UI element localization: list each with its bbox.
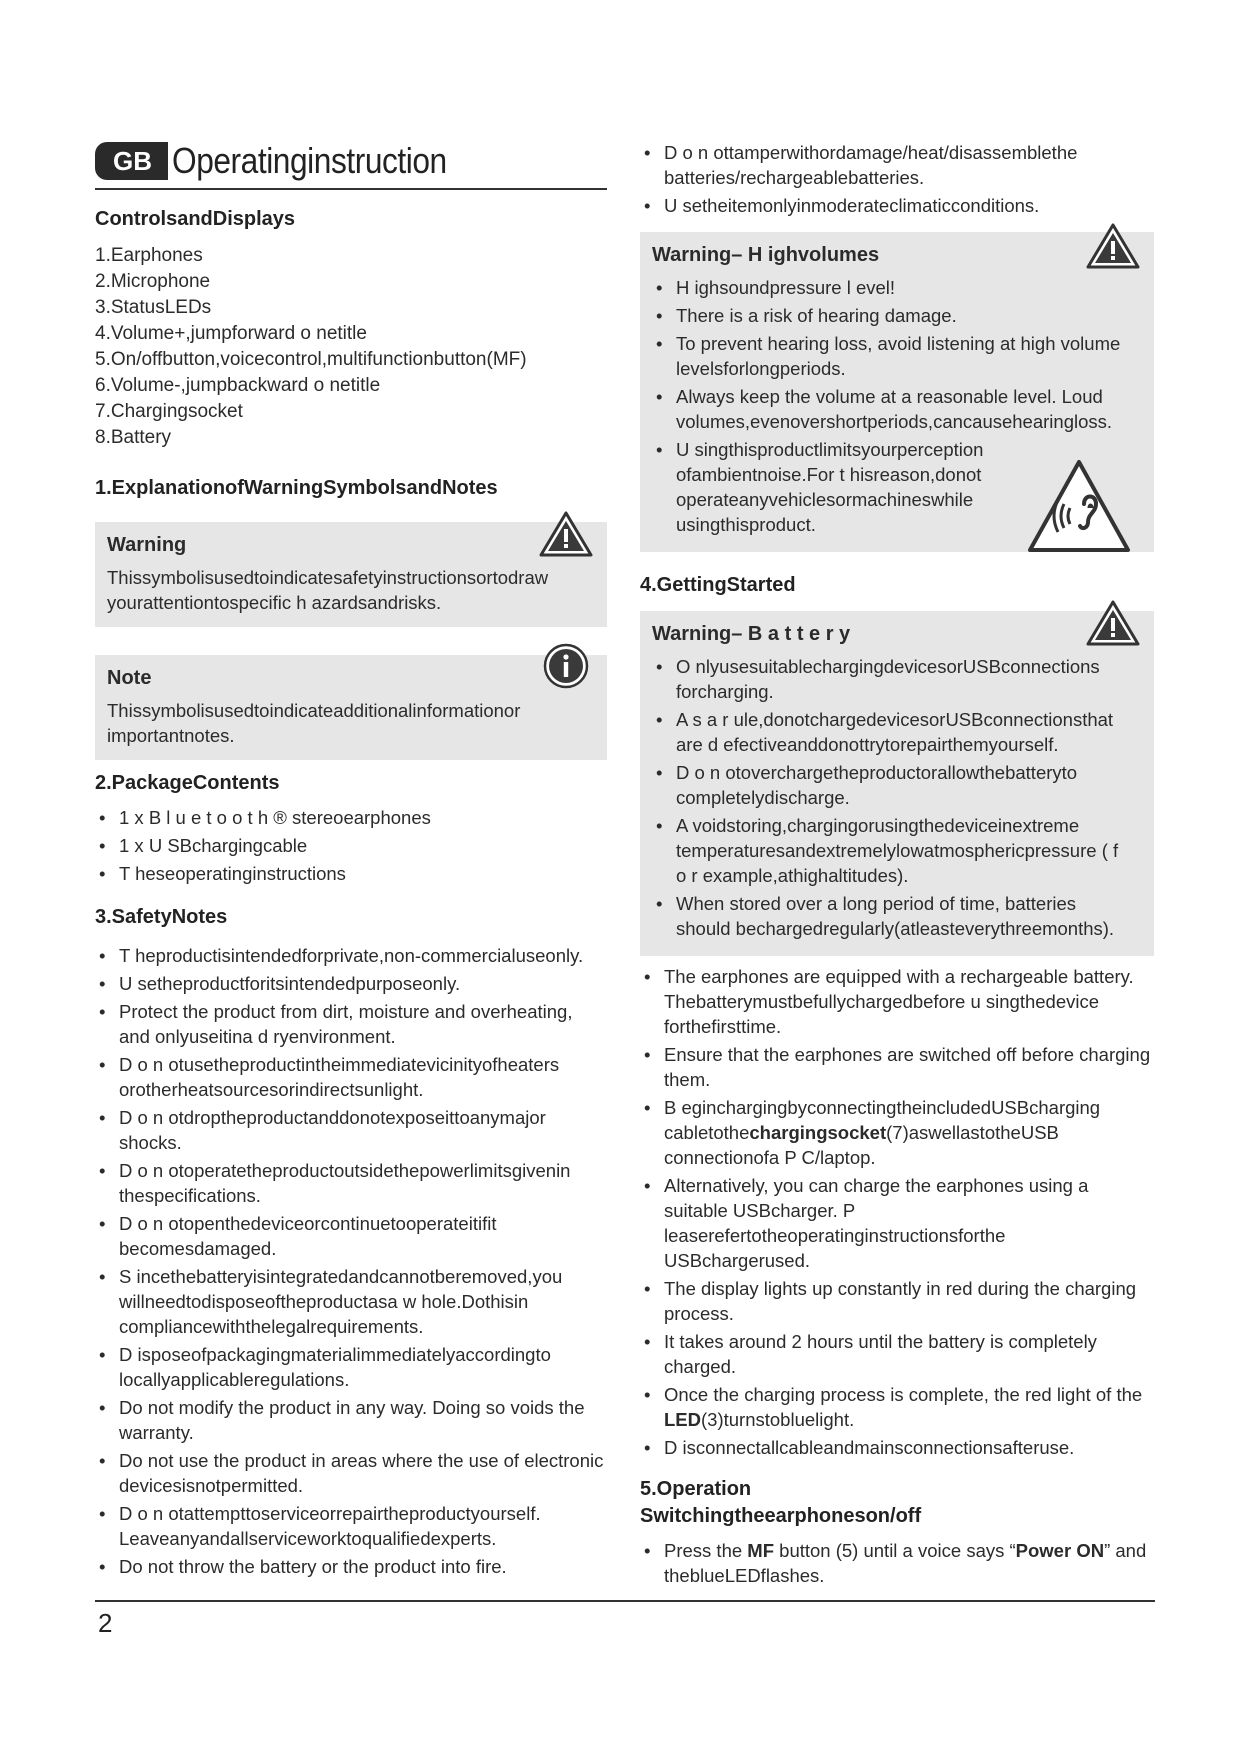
warning-triangle-icon — [1086, 599, 1140, 647]
controls-list — [95, 243, 607, 451]
led-text-end: (3)turnstobluelight. — [701, 1409, 855, 1430]
list-item: • T heseoperatinginstructions — [95, 861, 607, 886]
list-item: • Do not use the product in areas where the use of electronic devicesisnotpermitted. — [95, 1448, 607, 1498]
battery-warning-list — [652, 654, 1140, 941]
safety-notes-list — [95, 943, 607, 1579]
press-text-mid: button (5) until a voice says “ — [774, 1540, 1016, 1561]
list-item — [640, 1382, 1154, 1432]
list-item: • H ighsoundpressure l evel! — [652, 275, 1140, 300]
list-item: • A s a r ule,donotchargedevicesorUSBconnectionsthat are d efectiveanddonottrytorepairthemyourself. — [652, 707, 1140, 757]
section-1-heading: 1.ExplanationofWarningSymbolsandNotes — [95, 477, 498, 499]
note-box — [95, 655, 607, 760]
high-volume-list — [652, 275, 1140, 537]
page-title: Operatinginstruction — [172, 140, 447, 181]
list-item: 1.Earphones — [95, 245, 203, 266]
list-item: • It takes around 2 hours until the battery is completely charged. — [640, 1329, 1154, 1379]
list-item: • The display lights up constantly in red during the charging process. — [640, 1276, 1154, 1326]
list-item: • Always keep the volume at a reasonable level. Loud volumes,evenovershortperiods,cancausehearingloss. — [652, 384, 1140, 434]
warning-triangle-icon — [539, 510, 593, 558]
note-box-text: Thissymbolisusedtoindicateadditionalinformationor importantnotes. — [107, 700, 521, 746]
section-4-heading: 4.GettingStarted — [640, 574, 796, 596]
list-item: • The earphones are equipped with a rechargeable battery. Thebatterymustbefullychargedbefore u singthedevice forthefirsttime. — [640, 964, 1154, 1039]
list-item: 5.On/offbutton,voicecontrol,multifunctionbutton(MF) — [95, 349, 527, 370]
list-item — [640, 1095, 1154, 1170]
section-5-heading: 5.Operation — [640, 1478, 752, 1500]
list-item: • D o n otoverchargetheproductorallowthebatteryto completelydischarge. — [652, 760, 1140, 810]
list-item: • Ensure that the earphones are switched off before charging them. — [640, 1042, 1154, 1092]
led-term: LED — [664, 1409, 701, 1430]
begin-charging-text-end: (7)aswellastotheUSB connectionofa P C/laptop. — [664, 1122, 1059, 1168]
getting-started-list — [640, 964, 1154, 1460]
section-3 — [95, 906, 607, 1579]
list-item — [640, 1538, 1154, 1588]
controls-heading: ControlsandDisplays — [95, 208, 296, 230]
warning-box — [95, 522, 607, 627]
warning-triangle-icon — [1086, 222, 1140, 270]
note-box-title: Note — [107, 667, 152, 689]
list-item: • 1 x B l u e t o o t h ® stereoearphones — [95, 805, 607, 830]
high-volume-title: Warning– H ighvolumes — [652, 244, 880, 266]
controls-section — [95, 208, 607, 451]
battery-warning-title: Warning– B a t t e r y — [652, 623, 851, 645]
list-item: • D o n otdroptheproductanddonotexposeittoanymajor shocks. — [95, 1105, 607, 1155]
high-volume-warning-box — [640, 232, 1154, 552]
section-1 — [95, 477, 607, 760]
section-5 — [640, 1478, 1154, 1588]
warning-box-title: Warning — [107, 534, 187, 556]
press-text-end: ” and theblueLEDflashes. — [664, 1540, 1147, 1586]
list-item: • Protect the product from dirt, moisture and overheating, and onlyuseitina d ryenvironment. — [95, 999, 607, 1049]
page-header — [95, 140, 607, 190]
list-item: • Alternatively, you can charge the earphones using a suitable USBcharger. P leaserefertotheoperatinginstructionsforthe USBchargerused. — [640, 1173, 1154, 1273]
language-badge: GB — [95, 142, 168, 180]
list-item: 6.Volume-,jumpbackward o netitle — [95, 375, 381, 396]
list-item: • D o n otoperatetheproductoutsidethepowerlimitsgivenin thespecifications. — [95, 1158, 607, 1208]
list-item: • T heproductisintendedforprivate,non-commercialuseonly. — [95, 943, 607, 968]
list-item: • D o n otattempttoserviceorrepairtheproductyourself. Leaveanyandallserviceworktoqualifiedexperts. — [95, 1501, 607, 1551]
section-4 — [640, 574, 1154, 1460]
list-item: • O nlyusesuitablechargingdevicesorUSBconnections forcharging. — [652, 654, 1140, 704]
left-column — [95, 140, 607, 1582]
led-text: Once the charging process is complete, the red light of the — [664, 1384, 1143, 1405]
list-item: • 1 x U SBchargingcable — [95, 833, 607, 858]
right-column — [640, 140, 1154, 1591]
list-item: • D o n ottamperwithordamage/heat/disassemblethe batteries/rechargeablebatteries. — [640, 140, 1154, 190]
section-2-heading: 2.PackageContents — [95, 772, 280, 794]
list-item: • D isposeofpackagingmaterialimmediatelyaccordingto locallyapplicableregulations. — [95, 1342, 607, 1392]
warning-box-text: Thissymbolisusedtoindicatesafetyinstructionsortodraw yourattentiontospecific h azardsandrisks. — [107, 567, 549, 613]
mf-term: MF — [747, 1540, 775, 1561]
list-item: • U setheproductforitsintendedpurposeonly. — [95, 971, 607, 996]
operation-list — [640, 1538, 1154, 1588]
list-item: 4.Volume+,jumpforward o netitle — [95, 323, 367, 344]
footer-divider — [95, 1600, 1155, 1602]
info-icon — [543, 643, 589, 689]
list-item: • S incethebatteryisintegratedandcannotberemoved,you willneedtodisposeoftheproductasa w hole.Dothisin compliancewiththelegalrequirements. — [95, 1264, 607, 1339]
power-on-term: Power ON — [1015, 1540, 1105, 1561]
section-3-heading: 3.SafetyNotes — [95, 906, 228, 928]
list-item: • To prevent hearing loss, avoid listening at high volume levelsforlongperiods. — [652, 331, 1140, 381]
begin-charging-text: B eginchargingbyconnectingtheincludedUSBcharging cabletothe — [664, 1097, 1101, 1143]
charging-socket-term: chargingsocket — [749, 1122, 887, 1143]
list-item: 2.Microphone — [95, 271, 211, 292]
list-item: • When stored over a long period of time, batteries should bechargedregularly(atleasteverythreemonths). — [652, 891, 1140, 941]
list-item: • D o n otopenthedeviceorcontinuetooperateitifit becomesdamaged. — [95, 1211, 607, 1261]
list-item: • There is a risk of hearing damage. — [652, 303, 1140, 328]
list-item: 3.StatusLEDs — [95, 297, 212, 318]
list-item: 7.Chargingsocket — [95, 401, 243, 422]
section-5-subheading: Switchingtheearphoneson/off — [640, 1505, 922, 1527]
package-contents-list — [95, 805, 607, 886]
list-item: • Do not throw the battery or the product into fire. — [95, 1554, 607, 1579]
press-text: Press the — [664, 1540, 748, 1561]
safety-notes-continued-list — [640, 140, 1154, 218]
section-2 — [95, 772, 607, 886]
list-item: • U setheitemonlyinmoderateclimaticconditions. — [640, 193, 1154, 218]
page-number: 2 — [98, 1608, 113, 1638]
battery-warning-box — [640, 611, 1154, 956]
list-item: • U singthisproductlimitsyourperception ofambientnoise.For t hisreason,donot operateanyvehiclesormachineswhile usingthisproduct. — [652, 437, 1140, 537]
list-item: • D o n otusetheproductintheimmediatevicinityofheaters orotherheatsourcesorindirectsunlight. — [95, 1052, 607, 1102]
list-item: 8.Battery — [95, 427, 172, 448]
list-item: • D isconnectallcableandmainsconnectionsafteruse. — [640, 1435, 1154, 1460]
list-item: • A voidstoring,chargingorusingthedeviceinextreme temperaturesandextremelylowatmosphericpressure ( f o r example,athighaltitudes). — [652, 813, 1140, 888]
list-item: • Do not modify the product in any way. Doing so voids the warranty. — [95, 1395, 607, 1445]
